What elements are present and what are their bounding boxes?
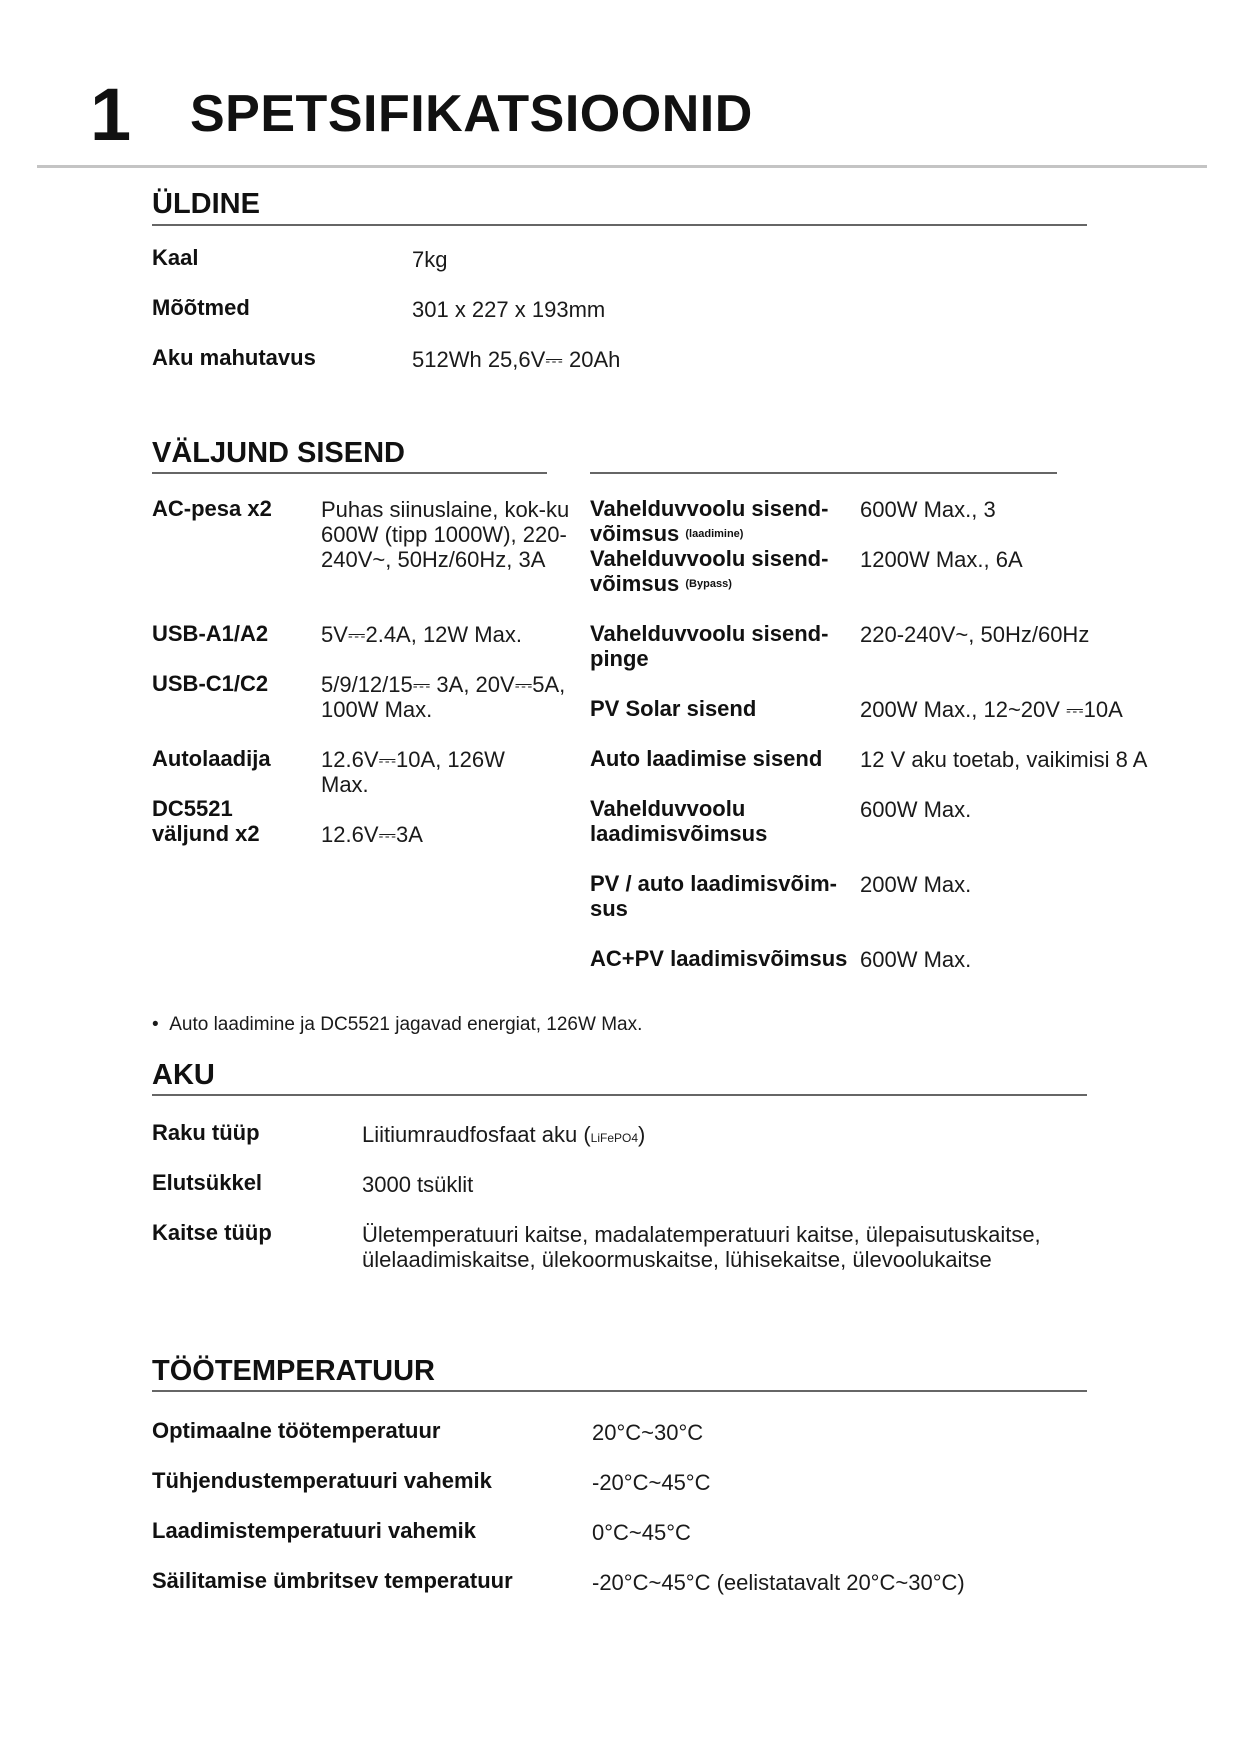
io-section-title: VÄLJUND SISEND [152, 437, 405, 469]
temperature-section-rule [152, 1390, 1087, 1392]
dc5521-value: 12.6V⎓3A [321, 822, 423, 847]
ac-input-power-bypass-sup: (Bypass) [685, 578, 732, 590]
protection-value-line1: Ületemperatuuri kaitse, madalatemperatuuri kaitse, ülepaisutuskaitse, [362, 1222, 1041, 1247]
weight-label: Kaal [152, 245, 199, 270]
dimensions-value: 301 x 227 x 193mm [412, 297, 606, 322]
chapter-title: SPETSIFIKATSIOONID [190, 85, 753, 143]
battery-section-rule [152, 1094, 1087, 1096]
ac-charging-power-label: Vahelduvvoolu laadimisvõimsus [590, 796, 768, 846]
cell-type-text: Liitiumraudfosfaat aku ( [362, 1122, 591, 1147]
ac-input-power-bypass-text: Vahelduvvoolu sisend-võimsus [590, 546, 829, 596]
cycle-life-label: Elutsükkel [152, 1170, 263, 1195]
ac-pv-charging-power-value: 600W Max. [860, 947, 972, 972]
optimal-temp-value: 20°C~30°C [592, 1420, 704, 1445]
pv-car-charging-power-label: PV / auto laadimisvõim-sus [590, 871, 837, 921]
ac-input-power-charging-text: Vahelduvvoolu sisend-võimsus [590, 496, 829, 546]
discharge-temp-label: Tühjendustemperatuuri vahemik [152, 1468, 492, 1493]
chapter-number: 1 [90, 73, 132, 156]
ac-input-power-bypass-value: 1200W Max., 6A [860, 547, 1023, 572]
chapter-divider [37, 165, 1207, 168]
battery-section-title: AKU [152, 1059, 215, 1091]
cell-type-chem: LiFePO4 [590, 1131, 639, 1145]
general-section-title: ÜLDINE [152, 188, 260, 220]
io-footnote [152, 1014, 642, 1036]
capacity-label: Aku mahutavus [152, 345, 316, 370]
ac-input-power-charging-value: 600W Max., 3 [860, 497, 996, 522]
capacity-value: 512Wh 25,6V⎓ 20Ah [412, 347, 621, 372]
temperature-section-title: TÖÖTEMPERATUUR [152, 1355, 436, 1387]
ac-pv-charging-power-label: AC+PV laadimisvõimsus [590, 946, 848, 971]
ac-input-power-bypass-label [590, 546, 855, 596]
car-charging-input-label: Auto laadimise sisend [590, 746, 823, 771]
discharge-temp-value: -20°C~45°C [592, 1470, 711, 1495]
protection-label: Kaitse tüüp [152, 1220, 272, 1245]
car-charger-label: Autolaadija [152, 746, 271, 771]
storage-temp-value: -20°C~45°C (eelistatavalt 20°C~30°C) [592, 1570, 965, 1595]
usb-a-label: USB-A1/A2 [152, 621, 269, 646]
cell-type-value [362, 1122, 645, 1147]
dc5521-label: DC5521 väljund x2 [152, 796, 260, 846]
ac-outlet-label: AC-pesa x2 [152, 496, 272, 521]
ac-outlet-value: Puhas siinuslaine, kok-ku 600W (tipp 1000W), 220-240V~, 50Hz/60Hz, 3A [321, 497, 570, 572]
ac-input-voltage-value: 220-240V~, 50Hz/60Hz [860, 622, 1090, 647]
cell-type-label: Raku tüüp [152, 1120, 260, 1145]
dimensions-label: Mõõtmed [152, 295, 250, 320]
protection-value-line2: ülelaadimiskaitse, ülekoormuskaitse, lühisekaitse, ülevoolukaitse [362, 1247, 992, 1272]
car-charger-value: 12.6V⎓10A, 126W Max. [321, 747, 505, 797]
pv-solar-input-label: PV Solar sisend [590, 696, 757, 721]
io-section-rule-right [590, 472, 1057, 474]
charge-temp-value: 0°C~45°C [592, 1520, 691, 1545]
pv-solar-input-value: 200W Max., 12~20V ⎓10A [860, 697, 1123, 722]
usb-c-value: 5/9/12/15⎓ 3A, 20V⎓5A, 100W Max. [321, 672, 566, 722]
cell-type-close: ) [638, 1122, 646, 1147]
ac-input-power-charging-sup: (laadimine) [685, 528, 744, 540]
ac-charging-power-value: 600W Max. [860, 797, 972, 822]
general-section-rule [152, 224, 1087, 226]
weight-value: 7kg [412, 247, 448, 272]
cycle-life-value: 3000 tsüklit [362, 1172, 474, 1197]
pv-car-charging-power-value: 200W Max. [860, 872, 972, 897]
io-footnote-text: Auto laadimine ja DC5521 jagavad energiat, 126W Max. [169, 1014, 643, 1035]
usb-c-label: USB-C1/C2 [152, 671, 269, 696]
charge-temp-label: Laadimistemperatuuri vahemik [152, 1518, 477, 1543]
storage-temp-label: Säilitamise ümbritsev temperatuur [152, 1568, 513, 1593]
usb-a-value: 5V⎓2.4A, 12W Max. [321, 622, 522, 647]
ac-input-power-charging-label [590, 496, 855, 546]
car-charging-input-value: 12 V aku toetab, vaikimisi 8 A [860, 747, 1148, 772]
bullet-icon: • [152, 1014, 159, 1035]
optimal-temp-label: Optimaalne töötemperatuur [152, 1418, 441, 1443]
io-section-rule-left [152, 472, 547, 474]
ac-input-voltage-label: Vahelduvvoolu sisend-pinge [590, 621, 829, 671]
